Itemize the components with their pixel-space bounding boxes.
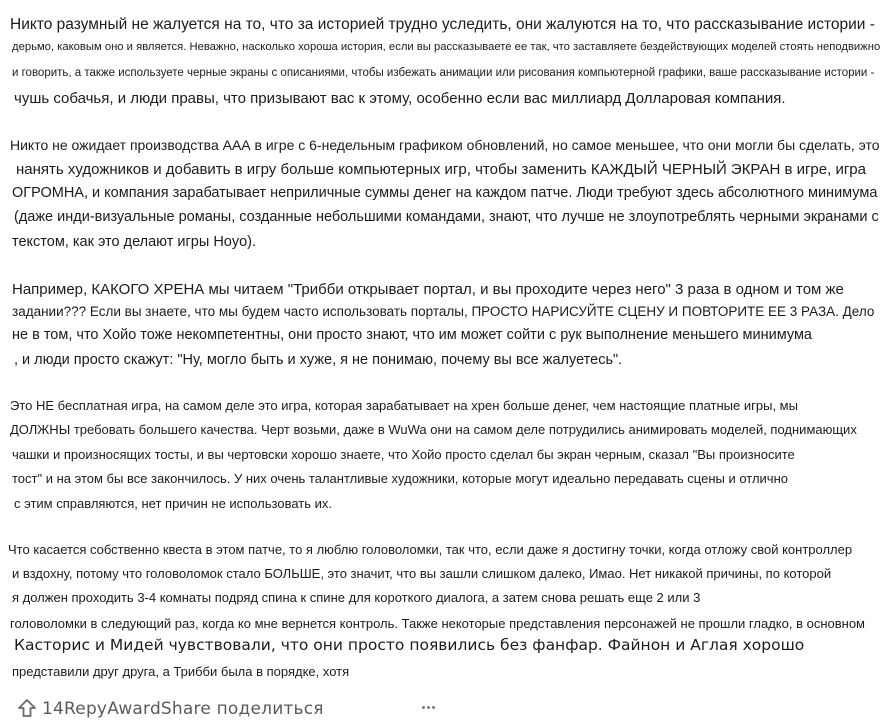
comment-line: и вздохну, потому что головоломок стало БОЛЬШЕ, это значит, что вы зашли слишком далеко, Имао. Нет никакой причины, по которой [12,566,832,581]
comment-line: с этим справляются, нет причин не использовать их. [14,496,332,511]
comment-line: и говорить, а также используете черные экраны с описаниями, чтобы избежать анимации или рисования компьютерной графики, ваше рассказывание истории - [12,67,875,79]
comment-line: Касторис и Мидей чувствовали, что они просто появились без фанфар. Файнон и Аглая хорошо [14,636,805,654]
comment-line: Например, КАКОГО ХРЕНА мы читаем "Трибби открывает портал, и вы проходите через него" 3 раза в одном и том же [12,281,844,298]
comment-line: текстом, как это делают игры Hoyo). [12,234,257,250]
comment-line: дерьмо, каковым оно и является. Неважно, насколько хороша история, если вы рассказываете ее так, что заставляете бездействующих моделей стоять неподвижно [12,41,881,53]
upvote-icon [16,697,38,719]
comment-line: не в том, что Хойо тоже некомпетентны, они просто знают, что им может сойти с рук выполнение меньшего минимума [12,327,812,343]
comment-line: чушь собачья, и люди правы, что призывают вас к этому, особенно если вас миллиард Долларовая компания. [14,90,786,107]
comment-line: представили друг друга, а Трибби была в порядке, хотя [12,664,350,679]
comment-line: (даже инди-визуальные романы, созданные небольшими командами, знают, что лучше не злоупотреблять черными экранами с [14,209,879,225]
comment-line: головоломки в следующий раз, когда ко мне вернется контроль. Также некоторые представления персонажей не прошли гладко, в основном [10,616,865,631]
comment-line: Это НЕ бесплатная игра, на самом деле это игра, которая зарабатывает на хрен больше денег, чем настоящие платные игры, мы [10,398,798,413]
upvote-button[interactable] [16,697,38,719]
comment-line: Никто разумный не жалуется на то, что за историей трудно уследить, они жалуются на то, что рассказывание истории - [10,16,875,33]
comment-line: задании??? Если вы знаете, что мы будем часто использовать порталы, ПРОСТО НАРИСУЙТЕ СЦЕНУ И ПОВТОРИТЕ ЕЕ 3 РАЗА. Дело [12,304,875,319]
comment-actions-label[interactable]: 14RepyAwardShare поделиться [42,699,324,719]
comment-line: ДОЛЖНЫ требовать большего качества. Черт возьми, даже в WuWa они на самом деле потрудились анимировать моделей, поднимающих [10,422,857,437]
comment-line: тост" и на этом бы все закончилось. У них очень талантливые художники, которые могут идеально передавать сцены и отлично [12,471,788,486]
more-options-button[interactable] [420,700,438,714]
comment-line: нанять художников и добавить в игру больше компьютерных игр, чтобы заменить КАЖДЫЙ ЧЕРНЫЙ ЭКРАН в игре, игра [16,161,866,178]
comment-line: Никто не ожидает производства ААА в игре с 6-недельным графиком обновлений, но самое меньшее, что они могли бы сделать, это [10,137,880,153]
comment-line: я должен проходить 3-4 комнаты подряд спина к спине для короткого диалога, а затем снова решать еще 2 или 3 [12,590,701,605]
comment-line: чашки и произносящих тосты, и вы чертовски хорошо знаете, что Хойо просто сделал бы экран черным, сказал "Вы произносите [12,447,795,462]
comment-line: , и люди просто скажут: "Ну, могло быть и хуже, я не понимаю, почему вы все жалуетесь". [14,352,623,368]
comment-action-bar [0,693,890,727]
comment-line: Что касается собственно квеста в этом патче, то я люблю головоломки, так что, если даже я достигну точки, когда отложу свой контроллер [8,542,853,557]
comment-line: ОГРОМНА, и компания зарабатывает неприличные суммы денег на каждом патче. Люди требуют здесь абсолютного минимума [12,185,878,201]
